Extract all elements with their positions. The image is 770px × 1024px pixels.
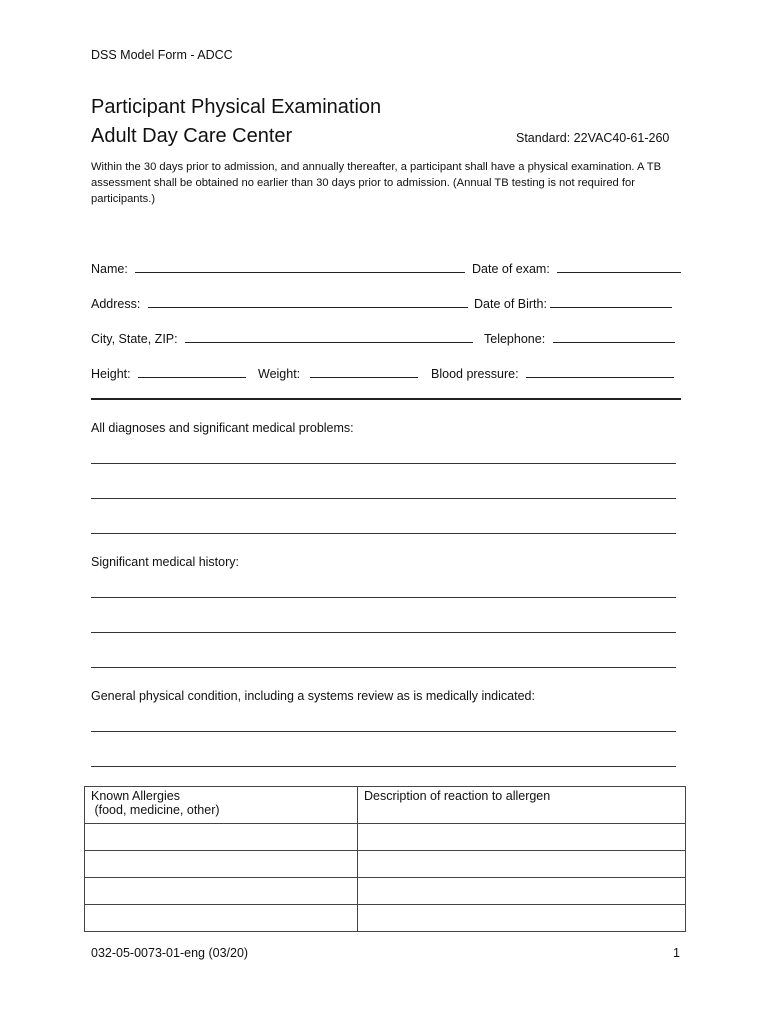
height-label: Height: (91, 367, 131, 381)
section-divider (91, 398, 681, 400)
address-row (91, 296, 468, 311)
table-row (85, 824, 686, 851)
history-line-1[interactable] (91, 597, 676, 598)
bp-field[interactable] (526, 366, 674, 378)
history-label: Significant medical history: (91, 555, 239, 569)
city-label: City, State, ZIP: (91, 332, 178, 346)
address-label: Address: (91, 297, 141, 311)
table-row (85, 878, 686, 905)
telephone-label: Telephone: (484, 332, 546, 346)
form-number: 032-05-0073-01-eng (03/20) (91, 946, 249, 960)
allergy-header-known-line2: (food, medicine, other) (91, 803, 220, 817)
form-tag: DSS Model Form - ADCC (91, 48, 233, 62)
history-line-3[interactable] (91, 667, 676, 668)
reaction-cell[interactable] (358, 878, 686, 905)
page-subtitle: Adult Day Care Center (91, 125, 293, 147)
history-line-2[interactable] (91, 632, 676, 633)
allergy-header-known (85, 787, 358, 824)
reaction-cell[interactable] (358, 824, 686, 851)
date-exam-row (472, 261, 681, 276)
condition-label: General physical condition, including a systems review as is medically indicated: (91, 689, 535, 703)
name-row (91, 261, 465, 276)
city-row (91, 331, 473, 346)
diagnoses-line-1[interactable] (91, 463, 676, 464)
weight-label: Weight: (258, 367, 301, 381)
date-exam-label: Date of exam: (472, 262, 550, 276)
weight-row (258, 366, 418, 381)
page-title: Participant Physical Examination (91, 96, 382, 118)
height-field[interactable] (138, 366, 246, 378)
date-exam-field[interactable] (557, 261, 681, 273)
allergy-cell[interactable] (85, 905, 358, 932)
bp-row (431, 366, 674, 381)
condition-line-1[interactable] (91, 731, 676, 732)
allergy-cell[interactable] (85, 824, 358, 851)
address-field[interactable] (148, 296, 468, 308)
name-field[interactable] (135, 261, 465, 273)
weight-field[interactable] (310, 366, 418, 378)
reaction-cell[interactable] (358, 851, 686, 878)
allergy-table (84, 786, 686, 932)
city-field[interactable] (185, 331, 473, 343)
table-row (85, 851, 686, 878)
telephone-field[interactable] (553, 331, 675, 343)
allergy-cell[interactable] (85, 851, 358, 878)
dob-row (474, 296, 672, 311)
bp-label: Blood pressure: (431, 367, 519, 381)
condition-line-2[interactable] (91, 766, 676, 767)
dob-label: Date of Birth: (474, 297, 547, 311)
table-row (85, 905, 686, 932)
allergy-header-row (85, 787, 686, 824)
height-row (91, 366, 246, 381)
diagnoses-line-2[interactable] (91, 498, 676, 499)
telephone-row (484, 331, 675, 346)
intro-paragraph: Within the 30 days prior to admission, and annually thereafter, a participant shall have a physical examination. A TB assessment shall be obtained no earlier than 30 days prior to admission. (Annual TB testing is not required for participants.) (91, 161, 662, 205)
standard-reference: Standard: 22VAC40-61-260 (516, 131, 670, 145)
reaction-cell[interactable] (358, 905, 686, 932)
allergy-header-reaction: Description of reaction to allergen (358, 787, 686, 824)
diagnoses-line-3[interactable] (91, 533, 676, 534)
dob-field[interactable] (550, 296, 672, 308)
diagnoses-label: All diagnoses and significant medical problems: (91, 421, 354, 435)
page-number: 1 (673, 946, 680, 960)
allergy-cell[interactable] (85, 878, 358, 905)
name-label: Name: (91, 262, 128, 276)
allergy-header-known-line1: Known Allergies (91, 789, 180, 803)
